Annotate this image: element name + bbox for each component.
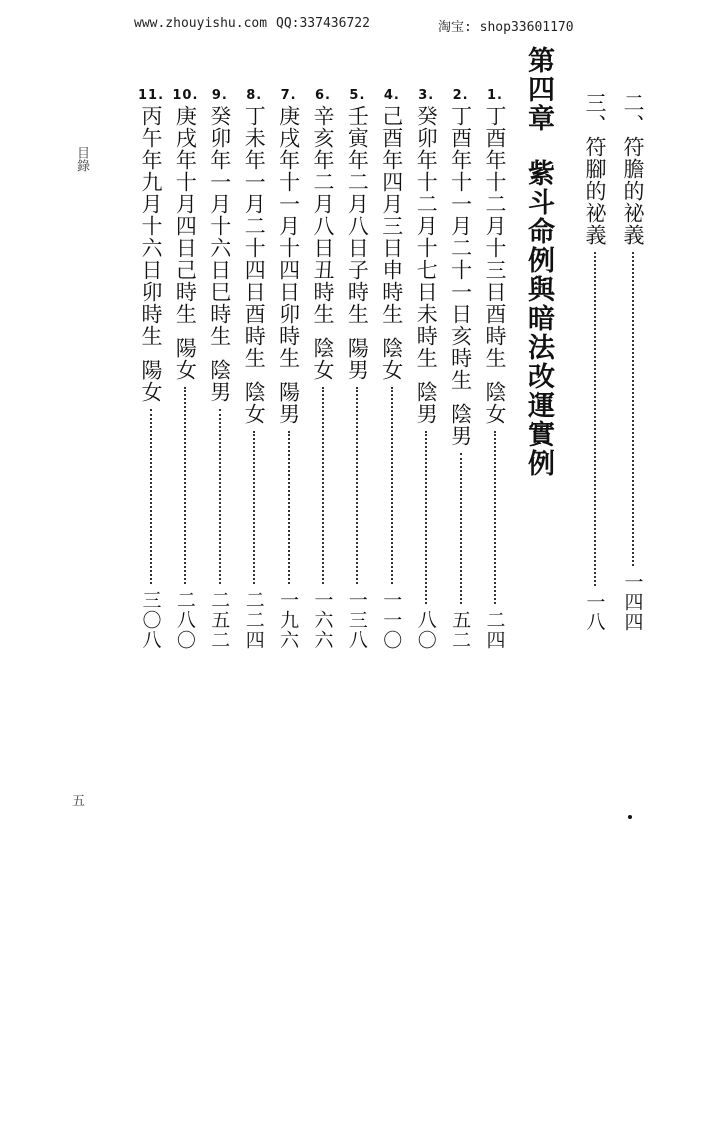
- margin-side-label: 目錄: [74, 146, 89, 172]
- page-header: [0, 16, 710, 38]
- case-text: 辛亥年二月八日丑時生: [311, 105, 335, 325]
- section-page: 一八: [583, 592, 606, 632]
- case-text: 癸卯年十二月十七日未時生: [414, 105, 439, 369]
- case-number: 9.: [211, 88, 228, 103]
- case-text: 庚戌年十月四日己時生: [173, 105, 198, 325]
- case-text: 丙午年九月十六日卯時生: [139, 105, 163, 347]
- case-text: 庚戌年十一月十四日卯時生: [276, 105, 301, 369]
- toc-case-entry: [203, 88, 237, 650]
- toc-case-entry: [306, 88, 340, 650]
- toc-case-entry: [168, 88, 202, 650]
- case-number: 1.: [487, 88, 503, 103]
- toc-case-entry: [340, 88, 374, 650]
- case-tag: 陰男: [448, 403, 473, 447]
- case-text: 丁酉年十二月十三日酉時生: [483, 105, 507, 369]
- case-number: 8.: [246, 88, 263, 103]
- shop-text: 淘宝: shop33601170: [438, 20, 574, 35]
- section-label: 二、符膽的祕義: [621, 92, 645, 246]
- leader-dots: [322, 387, 324, 584]
- case-tag: 陽女: [139, 359, 163, 403]
- case-number: 5.: [349, 88, 366, 103]
- toc-case-entry: [237, 88, 271, 650]
- case-page: 一一〇: [380, 590, 403, 650]
- case-tag: 陰女: [379, 337, 404, 381]
- case-text: 壬寅年二月八日子時生: [345, 105, 370, 325]
- toc-section-3: [578, 92, 612, 632]
- leader-dots: [425, 431, 427, 604]
- case-number: 7.: [280, 88, 297, 103]
- case-tag: 陰女: [311, 337, 335, 381]
- case-page: 五二: [449, 610, 472, 650]
- case-tag: 陽男: [345, 337, 370, 381]
- leader-dots: [288, 431, 290, 584]
- section-page: 一四四: [621, 572, 644, 632]
- chapter-number: 第四章: [523, 46, 554, 133]
- toc-case-entry: [444, 88, 478, 650]
- leader-dots: [219, 409, 221, 584]
- toc-section-2: [616, 92, 650, 632]
- chapter-title: 紫斗命例與暗法改運實例: [523, 159, 554, 478]
- case-number: 2.: [452, 88, 469, 103]
- leader-dots: [253, 431, 255, 584]
- case-number: 11.: [137, 88, 165, 103]
- website-text: www.zhouyishu.com: [134, 16, 268, 31]
- chapter-heading: [518, 46, 558, 478]
- leader-dots: [150, 409, 152, 584]
- case-page: 一三八: [345, 590, 368, 650]
- leader-dots: [356, 387, 358, 584]
- case-tag: 陰男: [414, 381, 439, 425]
- case-page: 二二四: [242, 590, 265, 650]
- case-number: 10.: [172, 88, 199, 103]
- case-number: 4.: [383, 88, 400, 103]
- case-page: 二四: [483, 610, 506, 650]
- case-page: 一九六: [277, 590, 300, 650]
- speck: [628, 815, 632, 819]
- case-text: 己酉年四月三日申時生: [379, 105, 404, 325]
- case-number: 6.: [315, 88, 331, 103]
- leader-dots: [460, 453, 462, 604]
- case-text: 丁未年一月二十四日酉時生: [242, 105, 267, 369]
- case-number: 3.: [418, 88, 435, 103]
- toc-case-entry: [134, 88, 168, 650]
- qq-text: QQ:337436722: [276, 16, 370, 31]
- case-tag: 陰女: [242, 381, 267, 425]
- case-text: 丁酉年十一月二十一日亥時生: [448, 105, 473, 391]
- toc-case-entry: [272, 88, 306, 650]
- leader-dots: [594, 252, 596, 586]
- case-text: 癸卯年一月十六日巳時生: [207, 105, 232, 347]
- leader-dots: [391, 387, 393, 584]
- toc-case-entry: [478, 88, 512, 650]
- case-page: 八〇: [414, 610, 437, 650]
- toc-case-entry: [375, 88, 409, 650]
- case-tag: 陰男: [207, 359, 232, 403]
- section-label: 三、符腳的祕義: [583, 92, 607, 246]
- leader-dots: [494, 431, 496, 604]
- case-page: 一六六: [311, 590, 334, 650]
- leader-dots: [184, 387, 186, 584]
- toc-case-entry: [409, 88, 443, 650]
- case-tag: 陽男: [276, 381, 301, 425]
- case-page: 二八〇: [173, 590, 196, 650]
- case-tag: 陰女: [483, 381, 507, 425]
- case-tag: 陽女: [173, 337, 198, 381]
- leader-dots: [632, 252, 634, 566]
- case-page: 二五二: [208, 590, 231, 650]
- case-page: 三〇八: [139, 590, 162, 650]
- page-number: 五: [72, 794, 86, 809]
